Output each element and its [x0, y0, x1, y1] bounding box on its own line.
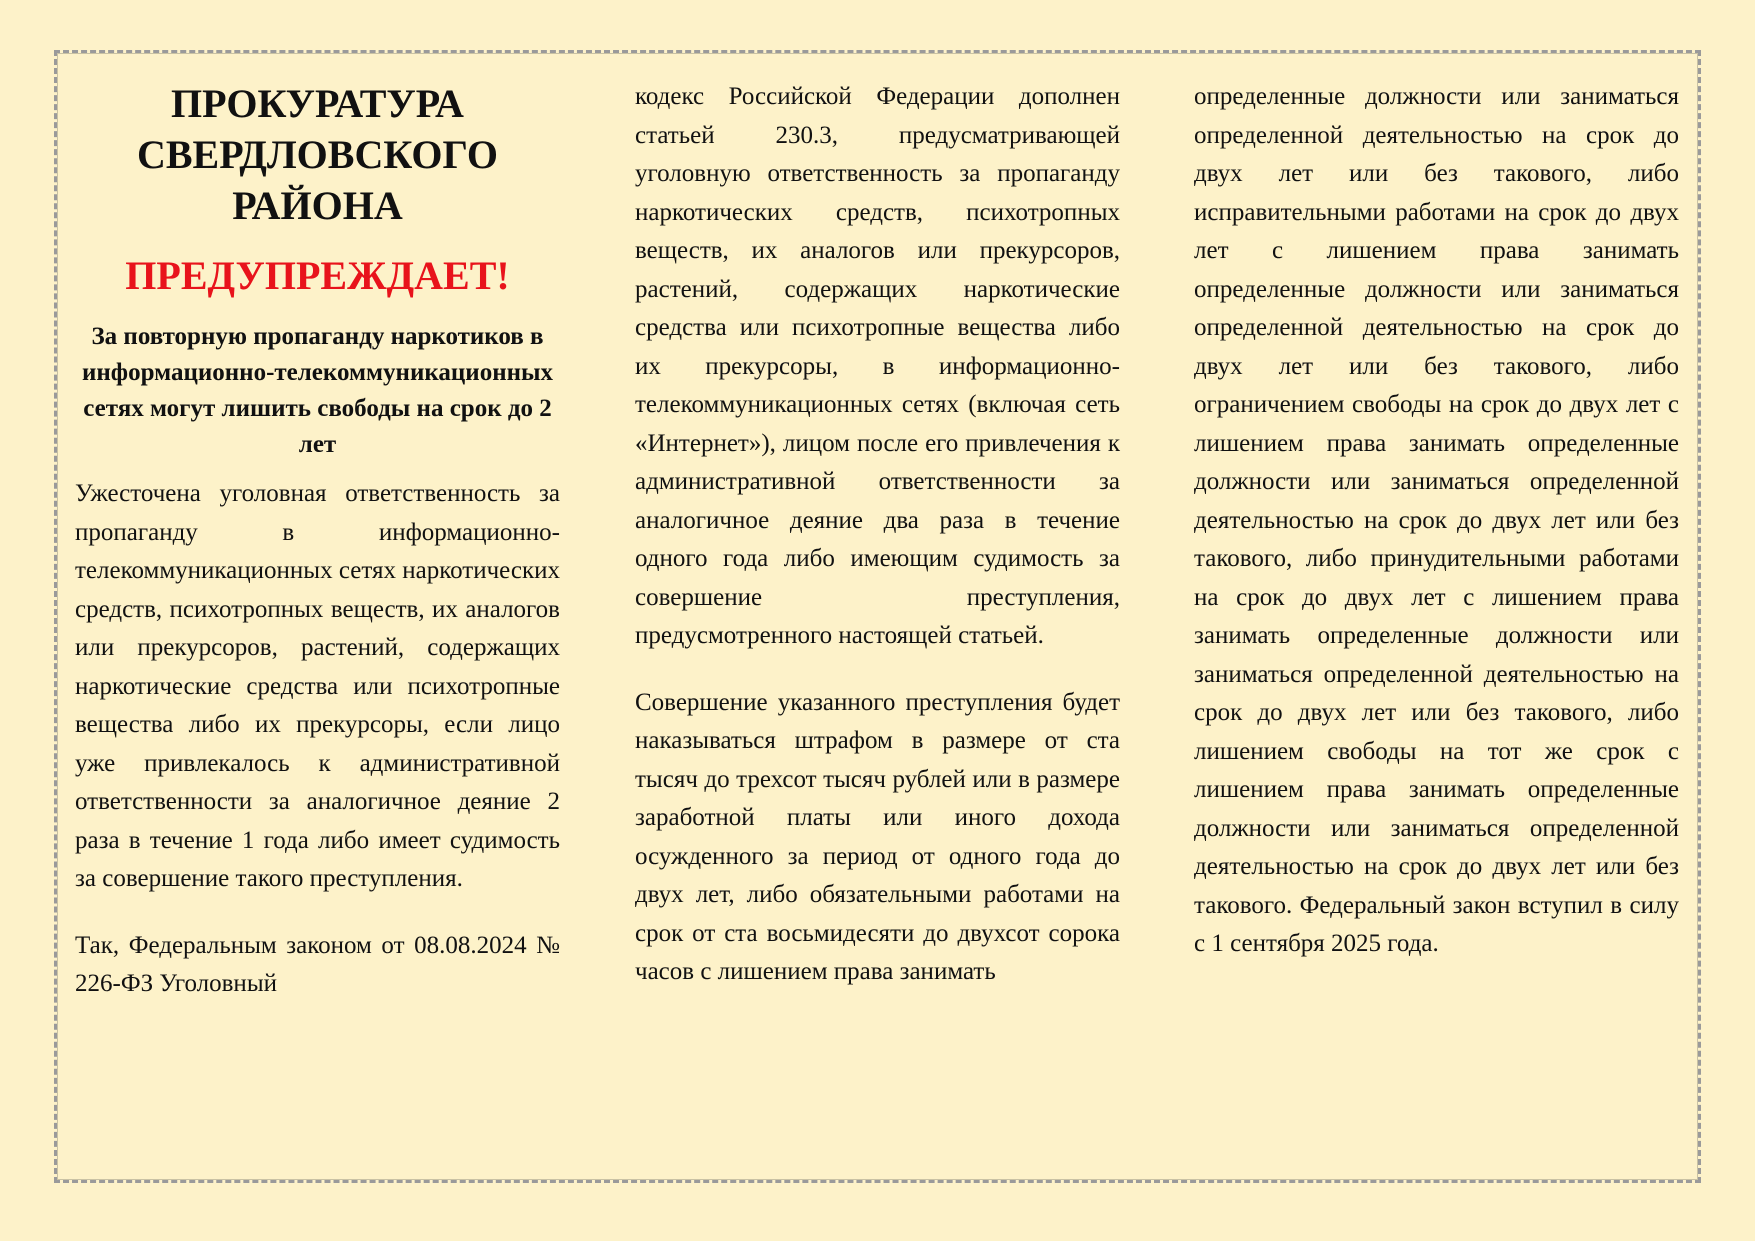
paragraph-penalties-start: Совершение указанного преступления будет наказываться штрафом в размере от ста тысяч до трехсот тысяч рублей или в размере заработной платы или иного дохода осужденного за период от одного года до двух лет, либо обязательными работами на срок от ста восьмидесяти до двухсот сорока часов с лишением права занимать: [635, 688, 1120, 985]
paragraph-law-article: кодекс Российской Федерации дополнен статьей 230.3, предусматривающей уголовную ответственность за пропаганду наркотических средств, психотропных веществ, их аналогов или прекурсоров, растений, содержащих наркотические средства или психотропные вещества либо их прекурсоры, в информационно-телекоммуникационных сетях (включая сеть «Интернет»), лицом после его привлечения к административной ответственности за аналогичное деяние два раза в течение одного года либо имеющим судимость за совершение преступления, предусмотренного настоящей статьей.: [635, 83, 1120, 649]
paragraph-intro: Ужесточена уголовная ответственность за пропаганду в информационно-телекоммуникационных сетях наркотических средств, психотропных веществ, их аналогов или прекурсоров, растений, содержащих наркотические средства или психотропные вещества либо их прекурсоры, если лицо уже привлекалось к административной ответственности за аналогичное деяние 2 раза в течение 1 года либо имеет судимость за совершение такого преступления.: [75, 480, 560, 892]
column-3: [1194, 78, 1679, 964]
column-1: [75, 78, 560, 1004]
warning-heading: ПРЕДУПРЕЖДАЕТ!: [125, 253, 510, 298]
paragraph-law-start: Так, Федеральным законом от 08.08.2024 № 226-ФЗ Уголовный: [75, 931, 560, 997]
paragraph-penalties-continued: определенные должности или заниматься определенной деятельностью на срок до двух лет или без такового, либо исправительными работами на срок до двух лет с лишением права занимать определенные должности или заниматься определенной деятельностью на срок до двух лет или без такового, либо ограничением свободы на срок до двух лет с лишением права занимать определенные должности или заниматься определенной деятельностью на срок до двух лет или без такового, либо принудительными работами на срок до двух лет с лишением права занимать определенные должности или заниматься определенной деятельностью на срок до двух лет или без такового, либо лишением свободы на тот же срок с лишением права занимать определенные должности или заниматься определенной деятельностью на срок до двух лет или без такового. Федеральный закон вступил в силу с 1 сентября 2025 года.: [1194, 83, 1679, 957]
column-2: [635, 78, 1120, 992]
organization-title: ПРОКУРАТУРА СВЕРДЛОВСКОГО РАЙОНА: [136, 81, 499, 228]
leaflet-subtitle: За повторную пропаганду наркотиков в информационно-телекоммуникационных сетях могут лишить свободы на срок до 2 лет: [81, 323, 554, 458]
